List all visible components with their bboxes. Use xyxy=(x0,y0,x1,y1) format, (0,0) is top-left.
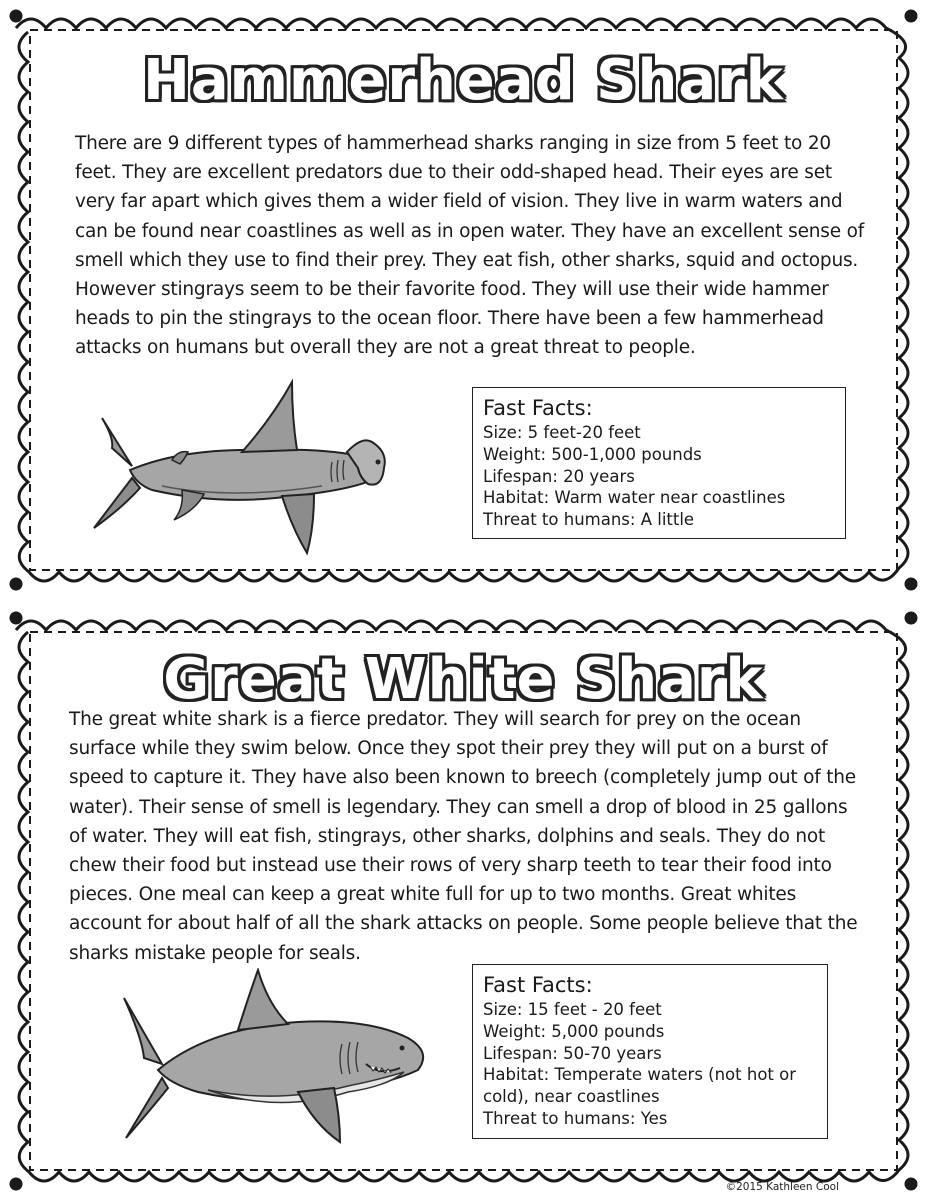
fact-threat: Threat to humans: Yes xyxy=(483,1108,668,1128)
fast-facts-list xyxy=(483,999,817,1130)
paragraph: The great white shark is a fierce predator. They will search for prey on the ocean surface while they swim below. Once they spot their prey they will put on a burst of speed to capture it. They have also been known to breech (completely jump out of the water). Their sense of smell is legendary. They can smell a drop of blood in 25 gallons of water. They will eat fish, stingrays, other sharks, dolphins and seals. They do not chew their food but instead use their rows of very sharp teeth to tear their food into pieces. One meal can keep a great white full for up to two months. Great whites account for about half of all the shark attacks on people. Some people believe that the sharks mistake people for seals. xyxy=(69,709,858,964)
fast-facts-list xyxy=(483,422,835,531)
corner-dot xyxy=(906,579,916,589)
great-white-shark-icon xyxy=(118,968,438,1158)
fact-lifespan: Lifespan: 50-70 years xyxy=(483,1043,662,1063)
fact-size: Size: 5 feet-20 feet xyxy=(483,423,641,442)
fact-habitat: Habitat: Warm water near coastlines xyxy=(483,488,786,508)
fact-weight: Weight: 5,000 pounds xyxy=(483,1021,665,1041)
page-title: Hammerhead Shark xyxy=(142,48,785,113)
paragraph: There are 9 different types of hammerhead sharks ranging in size from 5 feet to 20 feet. They are excellent predators due to their odd-shaped head. Their eyes are set very far apart which gives them a wider field of vision. They live in warm waters and can be found near coastlines as well as in open water. They have an excellent sense of smell which they use to find their prey. They eat fish, other sharks, squid and octopus. However stingrays seem to be their favorite food. They will use their wide hammer heads to pin the stingrays to the ocean floor. There have been a few hammerhead attacks on humans but overall they are not a great threat to people. xyxy=(75,133,865,359)
corner-dot xyxy=(906,1179,916,1189)
corner-dot xyxy=(906,11,916,21)
fact-habitat: Habitat: Temperate waters (not hot or cold), near coastlines xyxy=(483,1065,797,1107)
hammerhead-shark-icon xyxy=(92,378,392,558)
corner-dot xyxy=(906,613,916,623)
great-white-panel xyxy=(0,602,927,1200)
fast-facts-heading: Fast Facts: xyxy=(483,396,593,420)
fast-facts-heading: Fast Facts: xyxy=(483,973,593,997)
fact-weight: Weight: 500-1,000 pounds xyxy=(483,444,702,464)
corner-dot xyxy=(11,613,21,623)
corner-dot xyxy=(11,1179,21,1189)
copyright-notice: ©2015 Kathleen Cool xyxy=(725,1181,839,1193)
fast-facts-box xyxy=(472,964,828,1139)
fast-facts-box xyxy=(472,387,846,539)
corner-dot xyxy=(11,579,21,589)
fact-threat: Threat to humans: A little xyxy=(483,510,695,530)
fact-lifespan: Lifespan: 20 years xyxy=(483,466,635,486)
page-title: Great White Shark xyxy=(163,647,764,712)
corner-dot xyxy=(11,11,21,21)
fact-size: Size: 15 feet - 20 feet xyxy=(483,1000,662,1019)
